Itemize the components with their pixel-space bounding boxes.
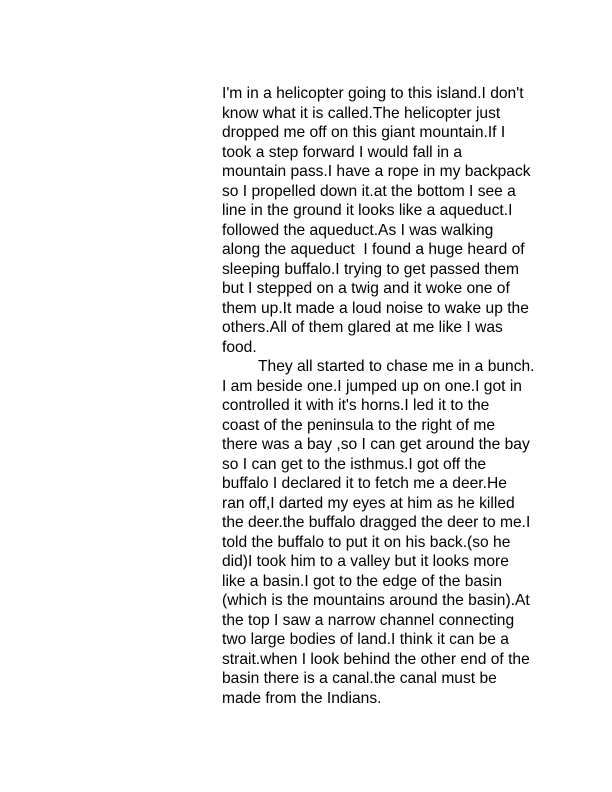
text-line: basin there is a canal.the canal must be [222,670,497,687]
text-line: but I stepped on a twig and it woke one of [222,280,510,297]
text-line: there was a bay ,so I can get around the bay [222,436,530,453]
text-line: mountain pass.I have a rope in my backpack [222,163,531,180]
text-line: know what it is called.The helicopter just [222,104,501,122]
text-line: did)I took him to a valley but it looks more [222,553,509,570]
text-line: along the aqueduct I found a huge heard of [222,241,525,258]
text-line: them up.It made a loud noise to wake up the [222,299,529,317]
text-line: I'm in a helicopter going to this island.I don't [222,85,524,102]
text-line: the top I saw a narrow channel connecting [222,611,515,629]
text-line: told the buffalo to put it on his back.(so he [222,533,511,551]
text-line: sleeping buffalo.I trying to get passed them [222,260,520,278]
text-line: like a basin.I got to the edge of the basin [222,572,503,590]
text-line: dropped me off on this giant mountain.If I [222,124,506,141]
text-line: followed the aqueduct.As I was walking [222,221,494,239]
text-line: the deer.the buffalo dragged the deer to me.I [222,514,531,531]
text-line: controlled it with it's horns.I led it to the [222,397,490,414]
text-line: two large bodies of land.I think it can be a [222,631,509,648]
text-line: (which is the mountains around the basin).At [222,592,530,609]
text-line: so I can get to the isthmus.I got off the [222,455,487,473]
text-line: made from the Indians. [222,689,382,707]
text-line: took a step forward I would fall in a [222,143,463,161]
text-line: I am beside one.I jumped up on one.I got in [222,377,522,395]
text-line: coast of the peninsula to the right of me [222,416,496,434]
text-line: line in the ground it looks like a aqueduct.I [222,202,513,219]
text-line: others.All of them glared at me like I was [222,319,503,336]
text-line: buffalo I declared it to fetch me a deer.He [222,475,507,492]
paragraph-start-line: They all started to chase me in a bunch. [258,358,535,375]
text-line: so I propelled down it.at the bottom I see a [222,182,516,200]
text-line: food. [222,338,257,356]
story-text [222,84,552,708]
text-line: ran off,I darted my eyes at him as he killed [222,494,515,512]
text-line: strait.when I look behind the other end of the [222,650,530,668]
